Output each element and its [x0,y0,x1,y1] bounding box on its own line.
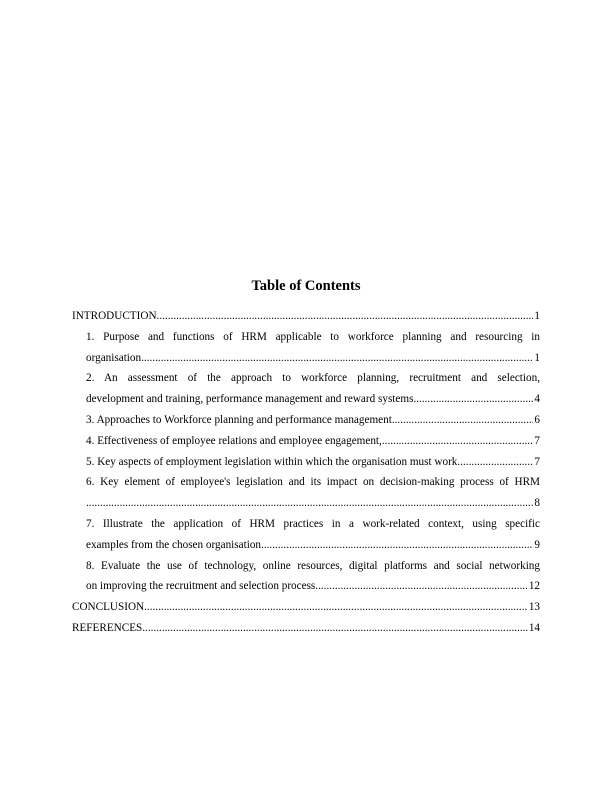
toc-entry-label: examples from the chosen organisation [86,538,262,551]
table-of-contents [72,306,540,639]
toc-entry-label: organisation [86,351,142,364]
toc-title: Table of Contents [251,278,361,294]
toc-entry-6[interactable] [72,472,540,514]
toc-page-number: 7 [534,455,540,468]
dot-leader [142,618,528,639]
toc-entry-1[interactable] [72,327,540,369]
toc-entry-label: CONCLUSION [72,601,145,614]
toc-entry-label-line1: 1. Purpose and functions of HRM applicable to workforce planning and resourcing in [86,330,540,343]
dot-leader [315,576,528,597]
toc-page-number: 9 [534,538,540,551]
dot-leader [392,410,534,431]
toc-entry-introduction[interactable] [72,306,540,327]
toc-entry-conclusion[interactable] [72,597,540,618]
toc-entry-4[interactable] [72,431,540,452]
toc-entry-7[interactable] [72,514,540,556]
dot-leader [86,493,533,514]
toc-entry-label: 3. Approaches to Workforce planning and performance management [86,413,392,426]
toc-entry-label: 5. Key aspects of employment legislation within which the organisation must work [86,455,458,468]
toc-page-number: 7 [534,434,540,447]
toc-entry-label: 4. Effectiveness of employee relations and employee engagement, [86,434,382,447]
toc-entry-2[interactable] [72,368,540,410]
dot-leader [157,306,534,327]
dot-leader [261,535,533,556]
toc-entry-3[interactable] [72,410,540,431]
toc-entry-label: development and training, performance management and reward systems [86,393,414,406]
toc-entry-8[interactable] [72,556,540,598]
toc-entry-label: INTRODUCTION [72,310,157,322]
toc-page-number: 4 [534,393,540,406]
toc-entry-label: REFERENCES [72,621,143,634]
toc-entry-label: on improving the recruitment and selection process [86,580,316,593]
dot-leader [413,389,533,410]
toc-entry-label-line1: 8. Evaluate the use of technology, online resources, digital platforms and social networking [86,559,540,572]
toc-entry-label-line1: 7. Illustrate the application of HRM practices in a work-related context, using specific [86,517,540,530]
toc-entry-label-line1: 6. Key element of employee's legislation and its impact on decision-making process of HRM [86,476,540,489]
toc-page-number: 13 [528,601,540,614]
toc-entry-label-line1: 2. An assessment of the approach to workforce planning, recruitment and selection, [86,372,540,385]
toc-page-number: 6 [534,413,540,426]
dot-leader [382,431,534,452]
dot-leader [457,452,533,473]
toc-entry-5[interactable] [72,452,540,473]
toc-page-number: 12 [528,580,540,593]
toc-page-number: 14 [528,621,540,634]
dot-leader [144,597,528,618]
toc-entry-references[interactable] [72,618,540,639]
toc-page-number: 8 [534,497,540,510]
dot-leader [141,348,533,369]
toc-page-number: 1 [534,310,540,322]
toc-page-number: 1 [534,351,540,364]
